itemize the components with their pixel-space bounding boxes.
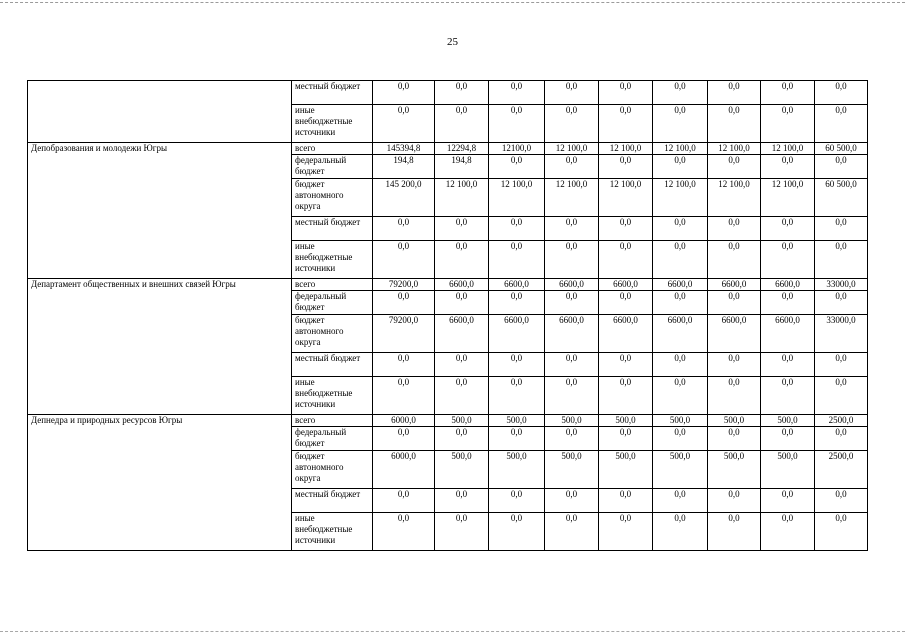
amount-cell: 12100,0 (489, 143, 545, 155)
amount-cell: 0,0 (653, 291, 708, 315)
amount-cell: 0,0 (373, 105, 435, 143)
amount-cell: 500,0 (761, 451, 815, 489)
amount-cell: 194,8 (435, 155, 489, 179)
amount-cell: 0,0 (373, 427, 435, 451)
amount-cell: 0,0 (653, 377, 708, 415)
amount-cell: 6600,0 (489, 315, 545, 353)
amount-cell: 0,0 (815, 81, 868, 105)
amount-cell: 60 500,0 (815, 143, 868, 155)
amount-cell: 0,0 (373, 217, 435, 241)
amount-cell: 0,0 (708, 291, 761, 315)
amount-cell: 0,0 (599, 241, 653, 279)
amount-cell: 0,0 (545, 427, 599, 451)
amount-cell: 12 100,0 (489, 179, 545, 217)
amount-cell: 0,0 (545, 105, 599, 143)
amount-cell: 0,0 (761, 241, 815, 279)
budget-table (27, 80, 868, 551)
amount-cell: 0,0 (599, 353, 653, 377)
amount-cell: 0,0 (489, 377, 545, 415)
amount-cell: 0,0 (761, 81, 815, 105)
department-name: Депнедра и природных ресурсов Югры (28, 415, 292, 551)
amount-cell: 0,0 (435, 81, 489, 105)
amount-cell: 6600,0 (489, 279, 545, 291)
amount-cell: 6600,0 (708, 279, 761, 291)
amount-cell: 0,0 (489, 155, 545, 179)
amount-cell: 12 100,0 (653, 143, 708, 155)
funding-source: иные внебюджетные источники (292, 241, 373, 279)
amount-cell: 0,0 (653, 105, 708, 143)
page-edge-top (0, 2, 905, 3)
amount-cell: 33000,0 (815, 279, 868, 291)
amount-cell: 0,0 (435, 377, 489, 415)
amount-cell: 0,0 (708, 217, 761, 241)
amount-cell: 0,0 (373, 291, 435, 315)
amount-cell: 0,0 (653, 489, 708, 513)
budget-table-body (28, 81, 868, 551)
amount-cell: 6600,0 (653, 279, 708, 291)
amount-cell: 0,0 (545, 513, 599, 551)
amount-cell: 0,0 (599, 81, 653, 105)
amount-cell: 0,0 (545, 353, 599, 377)
amount-cell: 500,0 (489, 451, 545, 489)
funding-source: местный бюджет (292, 217, 373, 241)
amount-cell: 0,0 (761, 291, 815, 315)
amount-cell: 12294,8 (435, 143, 489, 155)
amount-cell: 0,0 (373, 241, 435, 279)
amount-cell: 12 100,0 (708, 179, 761, 217)
amount-cell: 0,0 (653, 513, 708, 551)
amount-cell: 0,0 (761, 217, 815, 241)
amount-cell: 0,0 (653, 217, 708, 241)
funding-source: всего (292, 415, 373, 427)
funding-source: местный бюджет (292, 81, 373, 105)
amount-cell: 0,0 (489, 513, 545, 551)
funding-source: всего (292, 279, 373, 291)
amount-cell: 194,8 (373, 155, 435, 179)
amount-cell: 0,0 (815, 105, 868, 143)
funding-source: бюджет автономного округа (292, 315, 373, 353)
funding-source: федеральный бюджет (292, 427, 373, 451)
funding-source: федеральный бюджет (292, 155, 373, 179)
amount-cell: 0,0 (545, 155, 599, 179)
amount-cell: 12 100,0 (435, 179, 489, 217)
amount-cell: 0,0 (761, 427, 815, 451)
amount-cell: 0,0 (815, 241, 868, 279)
amount-cell: 0,0 (489, 217, 545, 241)
amount-cell: 0,0 (708, 81, 761, 105)
amount-cell: 6000,0 (373, 451, 435, 489)
amount-cell: 500,0 (708, 451, 761, 489)
amount-cell: 0,0 (815, 155, 868, 179)
amount-cell: 0,0 (653, 155, 708, 179)
amount-cell: 0,0 (708, 489, 761, 513)
amount-cell: 12 100,0 (599, 143, 653, 155)
amount-cell: 0,0 (545, 217, 599, 241)
funding-source: местный бюджет (292, 353, 373, 377)
amount-cell: 0,0 (435, 489, 489, 513)
amount-cell: 0,0 (708, 427, 761, 451)
amount-cell: 0,0 (489, 105, 545, 143)
table-row (28, 279, 868, 291)
amount-cell: 500,0 (435, 451, 489, 489)
funding-source: бюджет автономного округа (292, 179, 373, 217)
amount-cell: 500,0 (708, 415, 761, 427)
amount-cell: 0,0 (599, 513, 653, 551)
amount-cell: 0,0 (761, 155, 815, 179)
amount-cell: 33000,0 (815, 315, 868, 353)
amount-cell: 0,0 (815, 353, 868, 377)
amount-cell: 0,0 (373, 353, 435, 377)
amount-cell: 0,0 (653, 353, 708, 377)
amount-cell: 0,0 (708, 513, 761, 551)
amount-cell: 145 200,0 (373, 179, 435, 217)
table-row (28, 81, 868, 105)
amount-cell: 6600,0 (435, 315, 489, 353)
amount-cell: 0,0 (599, 217, 653, 241)
amount-cell: 6000,0 (373, 415, 435, 427)
funding-source: всего (292, 143, 373, 155)
amount-cell: 500,0 (435, 415, 489, 427)
amount-cell: 0,0 (489, 353, 545, 377)
amount-cell: 0,0 (815, 513, 868, 551)
amount-cell: 500,0 (545, 415, 599, 427)
amount-cell: 0,0 (435, 513, 489, 551)
amount-cell: 6600,0 (599, 279, 653, 291)
amount-cell: 79200,0 (373, 279, 435, 291)
amount-cell: 12 100,0 (653, 179, 708, 217)
amount-cell: 0,0 (599, 489, 653, 513)
amount-cell: 0,0 (435, 353, 489, 377)
amount-cell: 0,0 (373, 513, 435, 551)
amount-cell: 6600,0 (653, 315, 708, 353)
amount-cell: 0,0 (489, 427, 545, 451)
amount-cell: 0,0 (545, 291, 599, 315)
amount-cell: 0,0 (815, 489, 868, 513)
amount-cell: 12 100,0 (545, 179, 599, 217)
amount-cell: 79200,0 (373, 315, 435, 353)
amount-cell: 500,0 (653, 451, 708, 489)
department-name: Депобразования и молодежи Югры (28, 143, 292, 279)
amount-cell: 0,0 (599, 155, 653, 179)
amount-cell: 6600,0 (761, 279, 815, 291)
funding-source: федеральный бюджет (292, 291, 373, 315)
amount-cell: 2500,0 (815, 451, 868, 489)
amount-cell: 0,0 (373, 489, 435, 513)
funding-source: иные внебюджетные источники (292, 105, 373, 143)
amount-cell: 0,0 (489, 489, 545, 513)
amount-cell: 500,0 (599, 415, 653, 427)
amount-cell: 0,0 (373, 377, 435, 415)
amount-cell: 0,0 (708, 377, 761, 415)
amount-cell: 500,0 (653, 415, 708, 427)
amount-cell: 12 100,0 (761, 179, 815, 217)
amount-cell: 0,0 (653, 427, 708, 451)
table-row (28, 143, 868, 155)
amount-cell: 0,0 (545, 489, 599, 513)
amount-cell: 500,0 (545, 451, 599, 489)
table-row (28, 415, 868, 427)
amount-cell: 0,0 (815, 427, 868, 451)
amount-cell: 0,0 (545, 241, 599, 279)
amount-cell: 0,0 (599, 105, 653, 143)
amount-cell: 12 100,0 (599, 179, 653, 217)
amount-cell: 0,0 (545, 377, 599, 415)
funding-source: местный бюджет (292, 489, 373, 513)
funding-source: иные внебюджетные источники (292, 377, 373, 415)
amount-cell: 6600,0 (545, 315, 599, 353)
amount-cell: 0,0 (435, 241, 489, 279)
amount-cell: 0,0 (761, 353, 815, 377)
page-number: 25 (447, 36, 458, 48)
amount-cell: 0,0 (599, 291, 653, 315)
amount-cell: 6600,0 (545, 279, 599, 291)
amount-cell: 0,0 (815, 377, 868, 415)
amount-cell: 0,0 (708, 155, 761, 179)
amount-cell: 6600,0 (708, 315, 761, 353)
amount-cell: 0,0 (708, 353, 761, 377)
amount-cell: 0,0 (599, 377, 653, 415)
amount-cell: 0,0 (815, 291, 868, 315)
amount-cell: 500,0 (489, 415, 545, 427)
amount-cell: 0,0 (599, 427, 653, 451)
amount-cell: 500,0 (599, 451, 653, 489)
amount-cell: 0,0 (761, 377, 815, 415)
amount-cell: 0,0 (761, 105, 815, 143)
amount-cell: 0,0 (435, 105, 489, 143)
amount-cell: 0,0 (489, 291, 545, 315)
department-name: Департамент общественных и внешних связей Югры (28, 279, 292, 415)
amount-cell: 0,0 (489, 81, 545, 105)
funding-source: иные внебюджетные источники (292, 513, 373, 551)
amount-cell: 0,0 (708, 105, 761, 143)
amount-cell: 0,0 (435, 427, 489, 451)
amount-cell: 2500,0 (815, 415, 868, 427)
amount-cell: 6600,0 (599, 315, 653, 353)
amount-cell: 0,0 (653, 241, 708, 279)
funding-source: бюджет автономного округа (292, 451, 373, 489)
amount-cell: 0,0 (489, 241, 545, 279)
amount-cell: 12 100,0 (761, 143, 815, 155)
amount-cell: 0,0 (815, 217, 868, 241)
amount-cell: 60 500,0 (815, 179, 868, 217)
amount-cell: 0,0 (653, 81, 708, 105)
amount-cell: 6600,0 (761, 315, 815, 353)
amount-cell: 0,0 (708, 241, 761, 279)
amount-cell: 0,0 (373, 81, 435, 105)
amount-cell: 0,0 (545, 81, 599, 105)
amount-cell: 12 100,0 (545, 143, 599, 155)
department-name (28, 81, 292, 143)
amount-cell: 6600,0 (435, 279, 489, 291)
amount-cell: 0,0 (761, 489, 815, 513)
amount-cell: 0,0 (761, 513, 815, 551)
amount-cell: 0,0 (435, 291, 489, 315)
page-edge-bottom (0, 631, 905, 632)
amount-cell: 12 100,0 (708, 143, 761, 155)
amount-cell: 0,0 (435, 217, 489, 241)
amount-cell: 500,0 (761, 415, 815, 427)
amount-cell: 145394,8 (373, 143, 435, 155)
